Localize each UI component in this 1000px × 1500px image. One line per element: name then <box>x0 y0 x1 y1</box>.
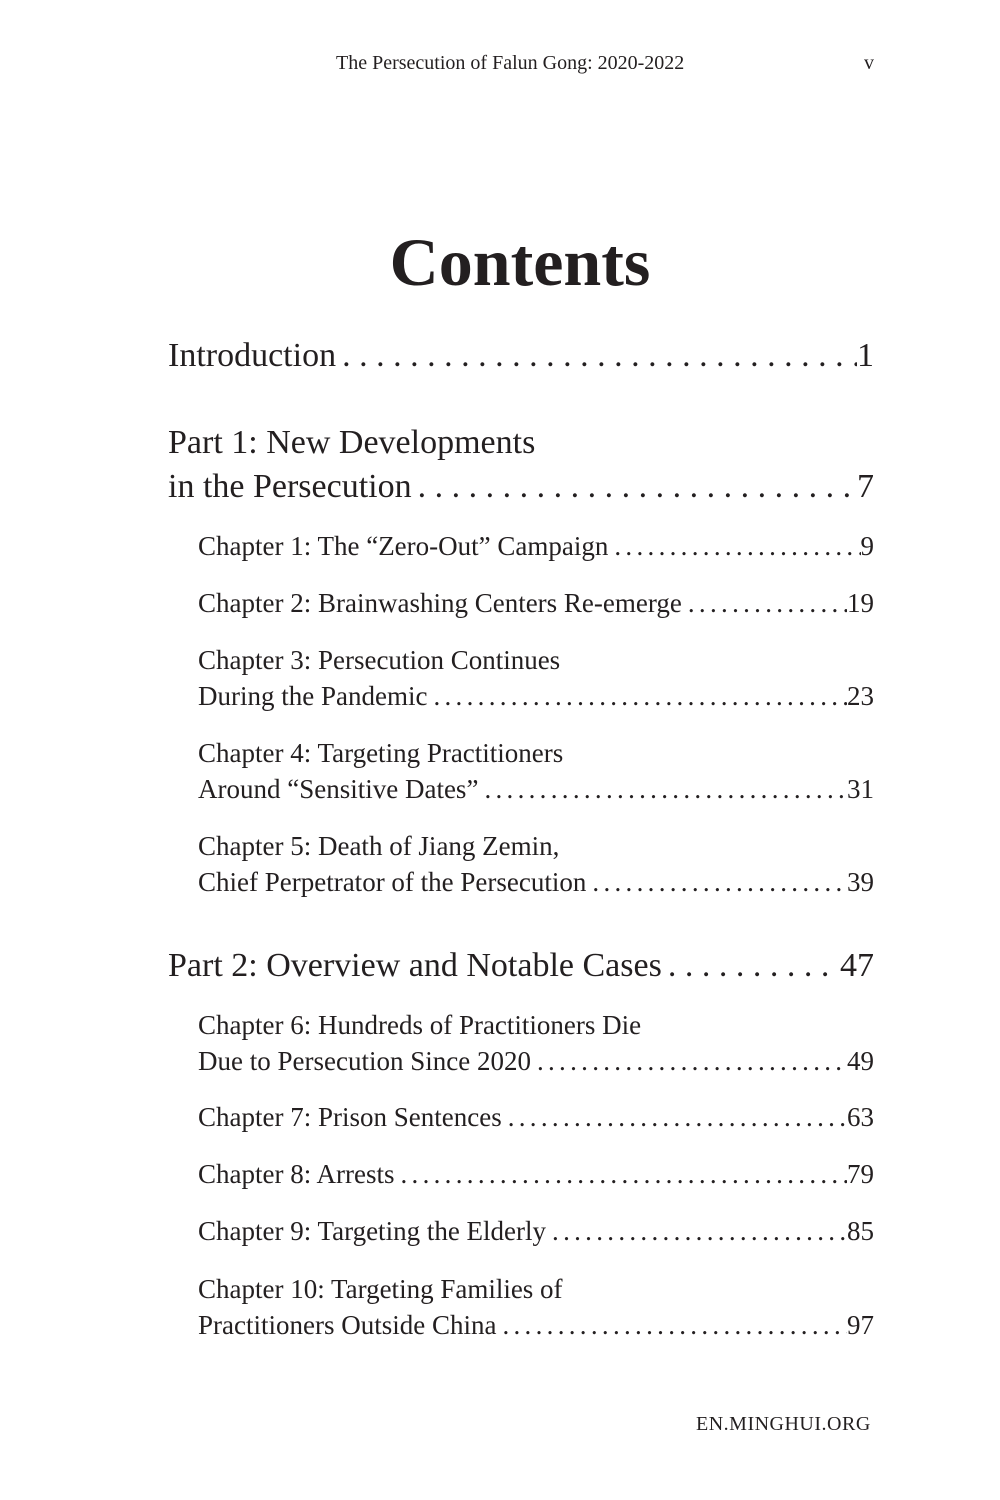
dot-leader <box>682 585 847 621</box>
toc-entry-page: 7 <box>857 468 874 505</box>
running-header: The Persecution of Falun Gong: 2020-2022 <box>336 52 685 74</box>
dot-leader <box>336 334 857 378</box>
toc-entry-page: 31 <box>847 774 874 804</box>
toc-entry-page: 23 <box>847 681 874 711</box>
toc-entry-page: 85 <box>847 1216 874 1246</box>
toc-entry-page: 79 <box>847 1159 874 1189</box>
toc-entry-page: 49 <box>847 1046 874 1076</box>
toc-entry-label-continued: Chief Perpetrator of the Persecution <box>198 867 587 897</box>
dot-leader <box>478 771 847 807</box>
toc-entry-page: 63 <box>847 1102 874 1132</box>
toc-entry-label: Chapter 7: Prison Sentences <box>198 1102 502 1132</box>
toc-entry-part-2[interactable] <box>168 944 874 988</box>
toc-entry-label-continued: in the Persecution <box>168 468 412 505</box>
dot-leader <box>412 465 857 509</box>
toc-entry-page: 19 <box>847 588 874 618</box>
dot-leader <box>394 1156 847 1192</box>
toc-entry-chapter-6[interactable] <box>198 1007 874 1079</box>
toc-entry-label: Chapter 4: Targeting Practitioners <box>198 738 564 768</box>
dot-leader <box>608 528 860 564</box>
dot-leader <box>662 944 840 988</box>
toc-entry-page: 97 <box>847 1310 874 1340</box>
toc-entry-label: Chapter 1: The “Zero-Out” Campaign <box>198 531 609 561</box>
toc-entry-chapter-1[interactable] <box>198 528 874 564</box>
toc-entry-label: Chapter 6: Hundreds of Practitioners Die <box>198 1010 642 1040</box>
toc-entry-chapter-3[interactable] <box>198 642 874 714</box>
toc-entry-label: Chapter 3: Persecution Continues <box>198 645 561 675</box>
toc-entry-chapter-8[interactable] <box>198 1156 874 1192</box>
toc-entry-chapter-4[interactable] <box>198 735 874 807</box>
toc-entry-chapter-9[interactable] <box>198 1213 874 1249</box>
toc-entry-page: 1 <box>857 337 874 374</box>
toc-entry-label: Chapter 2: Brainwashing Centers Re-emerge <box>198 588 682 618</box>
dot-leader <box>502 1099 847 1135</box>
toc-entry-label: Part 2: Overview and Notable Cases <box>168 947 662 984</box>
toc-entry-chapter-5[interactable] <box>198 828 874 900</box>
dot-leader <box>427 678 847 714</box>
toc-entry-chapter-2[interactable] <box>198 585 874 621</box>
toc-entry-page: 47 <box>840 947 874 984</box>
toc-entry-label: Introduction <box>168 337 337 374</box>
page-title: Contents <box>389 224 651 300</box>
toc-entry-label: Chapter 10: Targeting Families of <box>198 1274 563 1304</box>
dot-leader <box>586 864 847 900</box>
toc-entry-label-continued: During the Pandemic <box>198 681 428 711</box>
toc-entry-page: 9 <box>860 531 874 561</box>
toc-entry-label: Chapter 9: Targeting the Elderly <box>198 1216 547 1246</box>
toc-entry-label: Chapter 8: Arrests <box>198 1159 395 1189</box>
dot-leader <box>496 1307 847 1343</box>
toc-entry-label: Part 1: New Developments <box>168 424 536 461</box>
toc-entry-page: 39 <box>847 867 874 897</box>
toc-entry-chapter-7[interactable] <box>198 1099 874 1135</box>
toc-entry-label-continued: Around “Sensitive Dates” <box>198 774 479 804</box>
dot-leader <box>546 1213 847 1249</box>
toc-entry-label-continued: Practitioners Outside China <box>198 1310 497 1340</box>
toc-entry-introduction[interactable] <box>168 334 874 378</box>
toc-entry-label: Chapter 5: Death of Jiang Zemin, <box>198 831 560 861</box>
dot-leader <box>531 1043 847 1079</box>
toc-entry-label-continued: Due to Persecution Since 2020 <box>198 1046 531 1076</box>
toc-entry-part-1[interactable] <box>168 421 874 509</box>
footer-site: EN.MINGHUI.ORG <box>696 1413 871 1435</box>
toc-entry-chapter-10[interactable] <box>198 1271 874 1343</box>
page-number: v <box>864 52 874 74</box>
